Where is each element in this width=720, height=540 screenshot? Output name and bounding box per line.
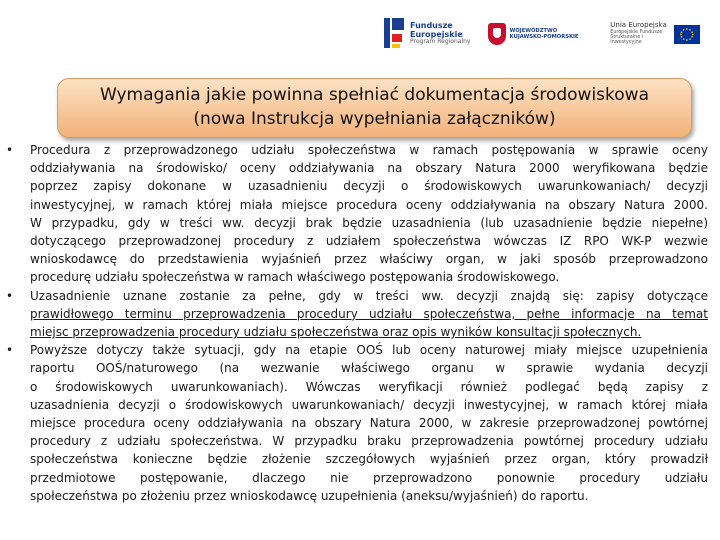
text-line: uzasadnienia decyzji o środowiskowych uwarunkowaniach/ decyzji inwestycyjnej, w ramach której miała	[30, 397, 708, 412]
region-logo-text-1: WOJEWÓDZTWO	[509, 27, 558, 34]
text-line: przedmiotowe postępowanie, dlaczego nie przeprowadzono ponownie procedury udziału	[30, 470, 708, 485]
fe-logo-text-3: Program Regionalny	[410, 38, 471, 46]
text-line: inwestycyjnej, w ramach której miała miejsce procedura oceny oddziaływania na obszary Natura 2000.	[30, 197, 708, 212]
text-line: • Powyższe dotyczy także sytuacji, gdy na etapie OOŚ lub oceny naturowej miały miejsce uzupełnienia	[30, 343, 708, 358]
fe-logo-text-1: Fundusze	[410, 21, 453, 31]
logo-strip	[384, 10, 700, 58]
text-line: W przypadku, gdy w treści ww. decyzji brak będzie uzasadnienia (lub uzasadnienie będzie niepełne)	[30, 215, 708, 230]
eu-logo-text-2: Europejskie Fundusze	[610, 29, 663, 35]
text-line: miejsc przeprowadzenia procedury udziału społeczeństwa oraz opis wyników konsultacji społecznych.	[30, 325, 642, 340]
text-line: • Uzasadnienie uznane zostanie za pełne, gdy w treści ww. decyzji znajdą się: zapisy dotyczące	[30, 288, 708, 303]
slide-title-line-1: Wymagania jakie powinna spełniać dokumentacja środowiskowa	[99, 85, 649, 106]
text-line: społeczeństwa konieczne będzie złożenie szczegółowych wyjaśnień przez organ, który prowadził	[30, 452, 708, 467]
text-line: wnioskodawcę do przedstawienia wyjaśnień przez właściwy organ, w jaki sposób przeprowadzono	[30, 252, 708, 267]
slide-title-line-2: (nowa Instrukcja wypełniania załączników)	[193, 109, 556, 129]
crest-icon	[488, 23, 506, 45]
region-logo	[488, 12, 603, 56]
slide-title	[57, 78, 692, 138]
bullet-item	[0, 287, 720, 342]
text-line: dotyczącego przeprowadzonej procedury z udziałem społeczeństwa wówczas IZ RPO WK-P wezwie	[30, 234, 708, 249]
text-line: oddziaływania na środowisko/ oceny oddziaływania na obszary Natura 2000 weryfikowana będzie	[30, 161, 708, 176]
eu-flag-icon	[674, 25, 700, 44]
text-line: procedurę udziału społeczeństwa w ramach właściwego postępowania środowiskowego.	[30, 270, 560, 285]
fundusze-europejskie-logo	[384, 12, 484, 56]
text-line: miejsce procedura oceny oddziaływania na obszary Natura 2000, w zakresie przeprowadzonej powtórnej	[30, 416, 708, 431]
eu-logo-text-3: Strukturalne i Inwestycyjne	[610, 35, 644, 46]
text-line: • Procedura z przeprowadzonego udziału społeczeństwa w ramach postępowania w sprawie oceny	[30, 143, 708, 157]
text-line: poprzez zapisy dokonane w uzasadnieniu decyzji o środowiskowych uwarunkowaniach/ decyzji	[30, 179, 708, 194]
text-line: o środowiskowych uwarunkowaniach). Wówczas weryfikacji również podlegać będą zapisy z	[30, 379, 708, 394]
bullet-item	[0, 141, 720, 287]
fe-logo-text-2: Europejskie	[410, 29, 463, 39]
text-line: prawidłowego terminu przeprowadzenia procedury udziału społeczeństwa, pełne informacje na temat	[30, 306, 708, 321]
bullet-list	[0, 141, 720, 505]
eu-logo	[610, 12, 700, 56]
text-line: procedury z udziału społeczeństwa. W przypadku braku przeprowadzenia powtórnej procedury udziału	[30, 434, 708, 449]
text-line: raportu OOŚ/naturowego (na wezwanie właściwego organu w sprawie wydania decyzji	[30, 361, 708, 376]
bullet-item	[0, 341, 720, 505]
text-line: społeczeństwa po złożeniu przez wnioskodawcę uzupełnienia (aneksu/wyjaśnień) do raportu.	[30, 488, 589, 503]
fe-mark-icon	[384, 16, 406, 52]
region-logo-text-2: KUJAWSKO-POMORSKIE	[509, 34, 579, 40]
eu-logo-text-1: Unia Europejska	[610, 21, 667, 30]
